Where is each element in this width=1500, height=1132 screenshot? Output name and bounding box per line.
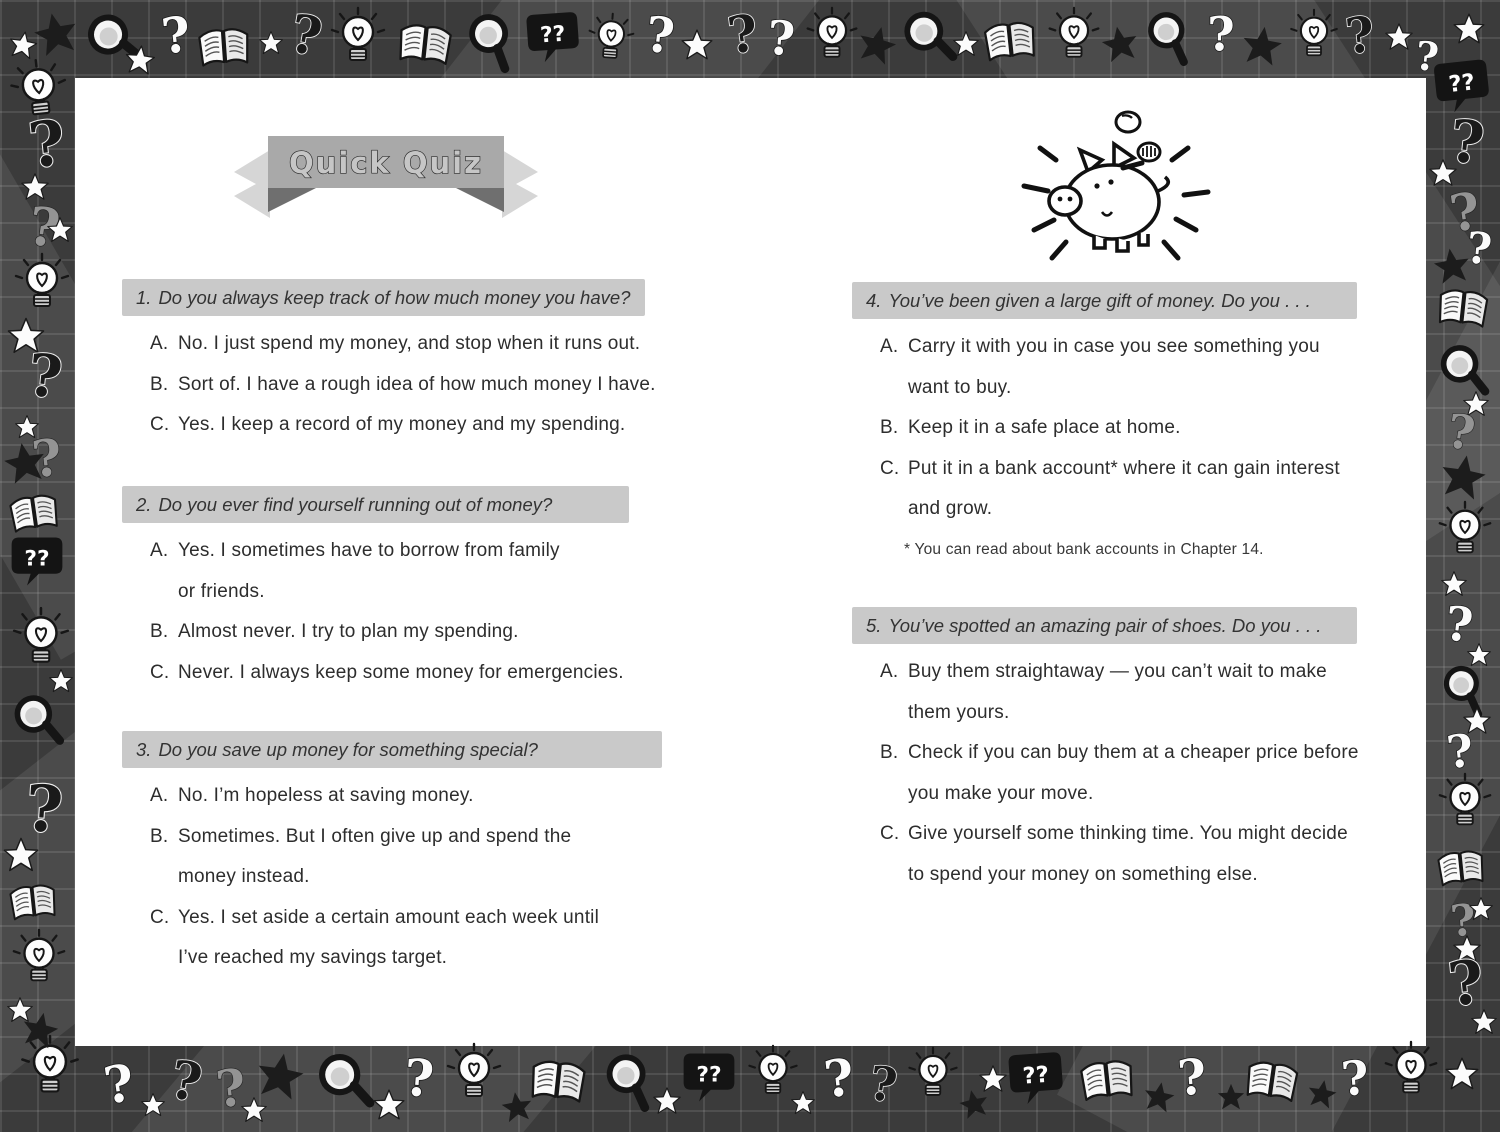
option-row [122,898,667,979]
option-text: Give yourself some thinking time. You might decide [908,823,1348,844]
option-row [122,531,662,612]
banner-title: Quick Quiz [289,146,483,180]
question-block-4 [852,282,1382,570]
option-letter: A. [150,540,169,561]
option-text: and grow. [908,498,993,519]
open-book-icon [1071,1043,1144,1116]
option-letter: A. [150,333,169,354]
option-text: Check if you can buy them at a cheaper price before [908,742,1359,763]
star-icon [952,30,980,58]
option-text: Sort of. I have a rough idea of how much money I have. [178,373,656,395]
option-row [122,365,656,406]
question-prompt: You’ve been given a large gift of money. Do you . . . [888,289,1311,311]
question-mark-icon [1331,7,1388,64]
lightbulb-icon [326,6,390,70]
option-row [122,776,667,817]
lightbulb-icon [1380,1040,1442,1102]
lightbulb-icon [10,252,74,316]
question-mark-icon [11,109,84,182]
option-row [852,652,1382,733]
star-icon [1468,896,1494,922]
question-block-3 [122,731,667,979]
option-row [122,405,645,446]
question-mark-icon [754,12,807,65]
option-letter: C. [150,414,170,435]
question-block-1 [122,279,656,446]
footnote: * You can read about bank accounts in Chapter 14. [904,540,1264,558]
piggy-bank-icon [1010,106,1220,281]
ribbon-fold-left [268,188,316,212]
question-prompt: Do you ever find yourself running out of money? [158,493,553,515]
options-list [122,531,662,693]
question-prompt: You’ve spotted an amazing pair of shoes. Do you . . . [888,614,1322,636]
question-number: 1. [136,286,152,308]
question-mark-icon [11,343,79,411]
speech-bubble-icon [8,532,66,590]
option-row [122,612,662,653]
question-number: 2. [136,493,152,515]
option-text: Never. I always keep some money for emergencies. [178,661,624,683]
question-mark-icon [855,1057,911,1113]
star-icon [1428,158,1458,188]
magnifying-glass-icon [1136,4,1202,70]
question-mark-icon [1328,1052,1381,1105]
option-letter: A. [880,336,899,357]
open-book-icon [521,1043,596,1118]
option-text: Yes. I keep a record of my money and my spending. [178,414,626,435]
option-text: I’ve reached my savings target. [178,947,448,968]
star-icon [1444,1056,1480,1092]
question-mark-icon [1434,726,1487,779]
options-list [122,776,667,979]
star-icon [680,28,714,62]
options-list [852,327,1382,570]
option-text: you make your move. [908,782,1094,804]
star-icon [652,1086,682,1116]
option-text: Yes. I sometimes have to borrow from family [178,540,560,561]
lightbulb-icon [1044,6,1104,66]
option-row [852,814,1382,895]
star-icon [16,1006,63,1053]
options-list [122,324,656,446]
star-icon [978,1064,1008,1094]
option-row [852,408,1382,449]
options-list [852,652,1382,895]
question-mark-icon [390,1050,448,1108]
speech-bubble-icon [522,6,584,68]
star-icon [1237,21,1287,71]
option-letter: B. [150,825,169,847]
option-row [852,449,1382,530]
star-icon [790,1090,816,1116]
speech-bubble-icon [1004,1046,1068,1110]
open-book-icon [1236,1044,1308,1116]
speech-bubble-icon [680,1048,738,1106]
option-text: Almost never. I try to plan my spending. [178,621,519,642]
option-letter: C. [150,906,170,928]
lightbulb-icon [1434,500,1496,562]
question-block-2 [122,486,662,693]
question-number: 5. [866,614,882,636]
open-book-icon [1429,835,1493,899]
option-row [122,324,645,365]
star-icon [1470,1008,1498,1036]
magnifying-glass-icon [4,686,72,754]
lightbulb-icon [1434,772,1496,834]
option-text: or friends. [178,580,265,602]
open-book-icon [190,12,258,80]
open-book-icon [975,5,1045,75]
magnifying-glass-icon [454,4,528,78]
option-row [122,817,667,898]
lightbulb-icon [442,1042,506,1106]
option-letter: B. [150,621,169,642]
star-icon [1434,448,1492,506]
lightbulb-icon [8,606,74,672]
option-text: Sometimes. But I often give up and spend the [178,825,572,847]
ribbon-tail-left [234,150,270,218]
open-book-icon [389,7,462,80]
option-letter: C. [880,457,900,479]
option-row [852,733,1382,814]
option-text: Keep it in a safe place at home. [908,417,1181,438]
star-icon [2,836,40,874]
open-book-icon [1429,273,1497,341]
option-text: money instead. [178,866,310,887]
question-header [122,486,629,523]
star-icon [46,216,74,244]
question-header [122,731,662,768]
question-block-5 [852,607,1382,895]
option-text: them yours. [908,701,1010,723]
option-letter: C. [150,661,170,683]
option-letter: B. [150,373,169,395]
option-text: Yes. I set aside a certain amount each week until [178,906,600,928]
option-text: want to buy. [908,376,1012,398]
option-letter: A. [150,785,169,806]
ribbon-tail-right [502,150,538,218]
star-icon [1440,570,1468,598]
option-letter: C. [880,823,900,844]
question-prompt: Do you always keep track of how much money you have? [158,286,631,308]
question-number: 3. [136,738,152,760]
question-number: 4. [866,289,882,311]
open-book-icon [1,869,65,933]
option-letter: B. [880,417,899,438]
option-letter: B. [880,742,899,763]
option-text: Buy them straightaway — you can’t wait to make [908,661,1327,682]
quick-quiz-banner [230,128,542,224]
option-text: No. I just spend my money, and stop when it runs out. [178,333,641,354]
star-icon [1452,12,1486,46]
option-text: Carry it with you in case you see something you [908,336,1320,357]
option-text: to spend your money on something else. [908,863,1258,885]
lightbulb-icon [8,928,70,990]
lightbulb-icon [904,1046,962,1104]
page-panel [75,78,1426,1046]
question-prompt: Do you save up money for something special? [158,738,538,760]
option-letter: A. [880,661,899,682]
option-text: Put it in a bank account* where it can gain interest [908,457,1340,479]
question-header [852,282,1357,319]
question-header [852,607,1357,644]
ribbon-fold-right [456,188,504,212]
question-mark-icon [1164,1050,1220,1106]
option-row [122,653,662,694]
option-row [852,327,1382,408]
option-text: No. I’m hopeless at saving money. [178,785,474,806]
question-header [122,279,645,316]
star-icon [28,6,85,63]
star-icon [240,1096,268,1124]
